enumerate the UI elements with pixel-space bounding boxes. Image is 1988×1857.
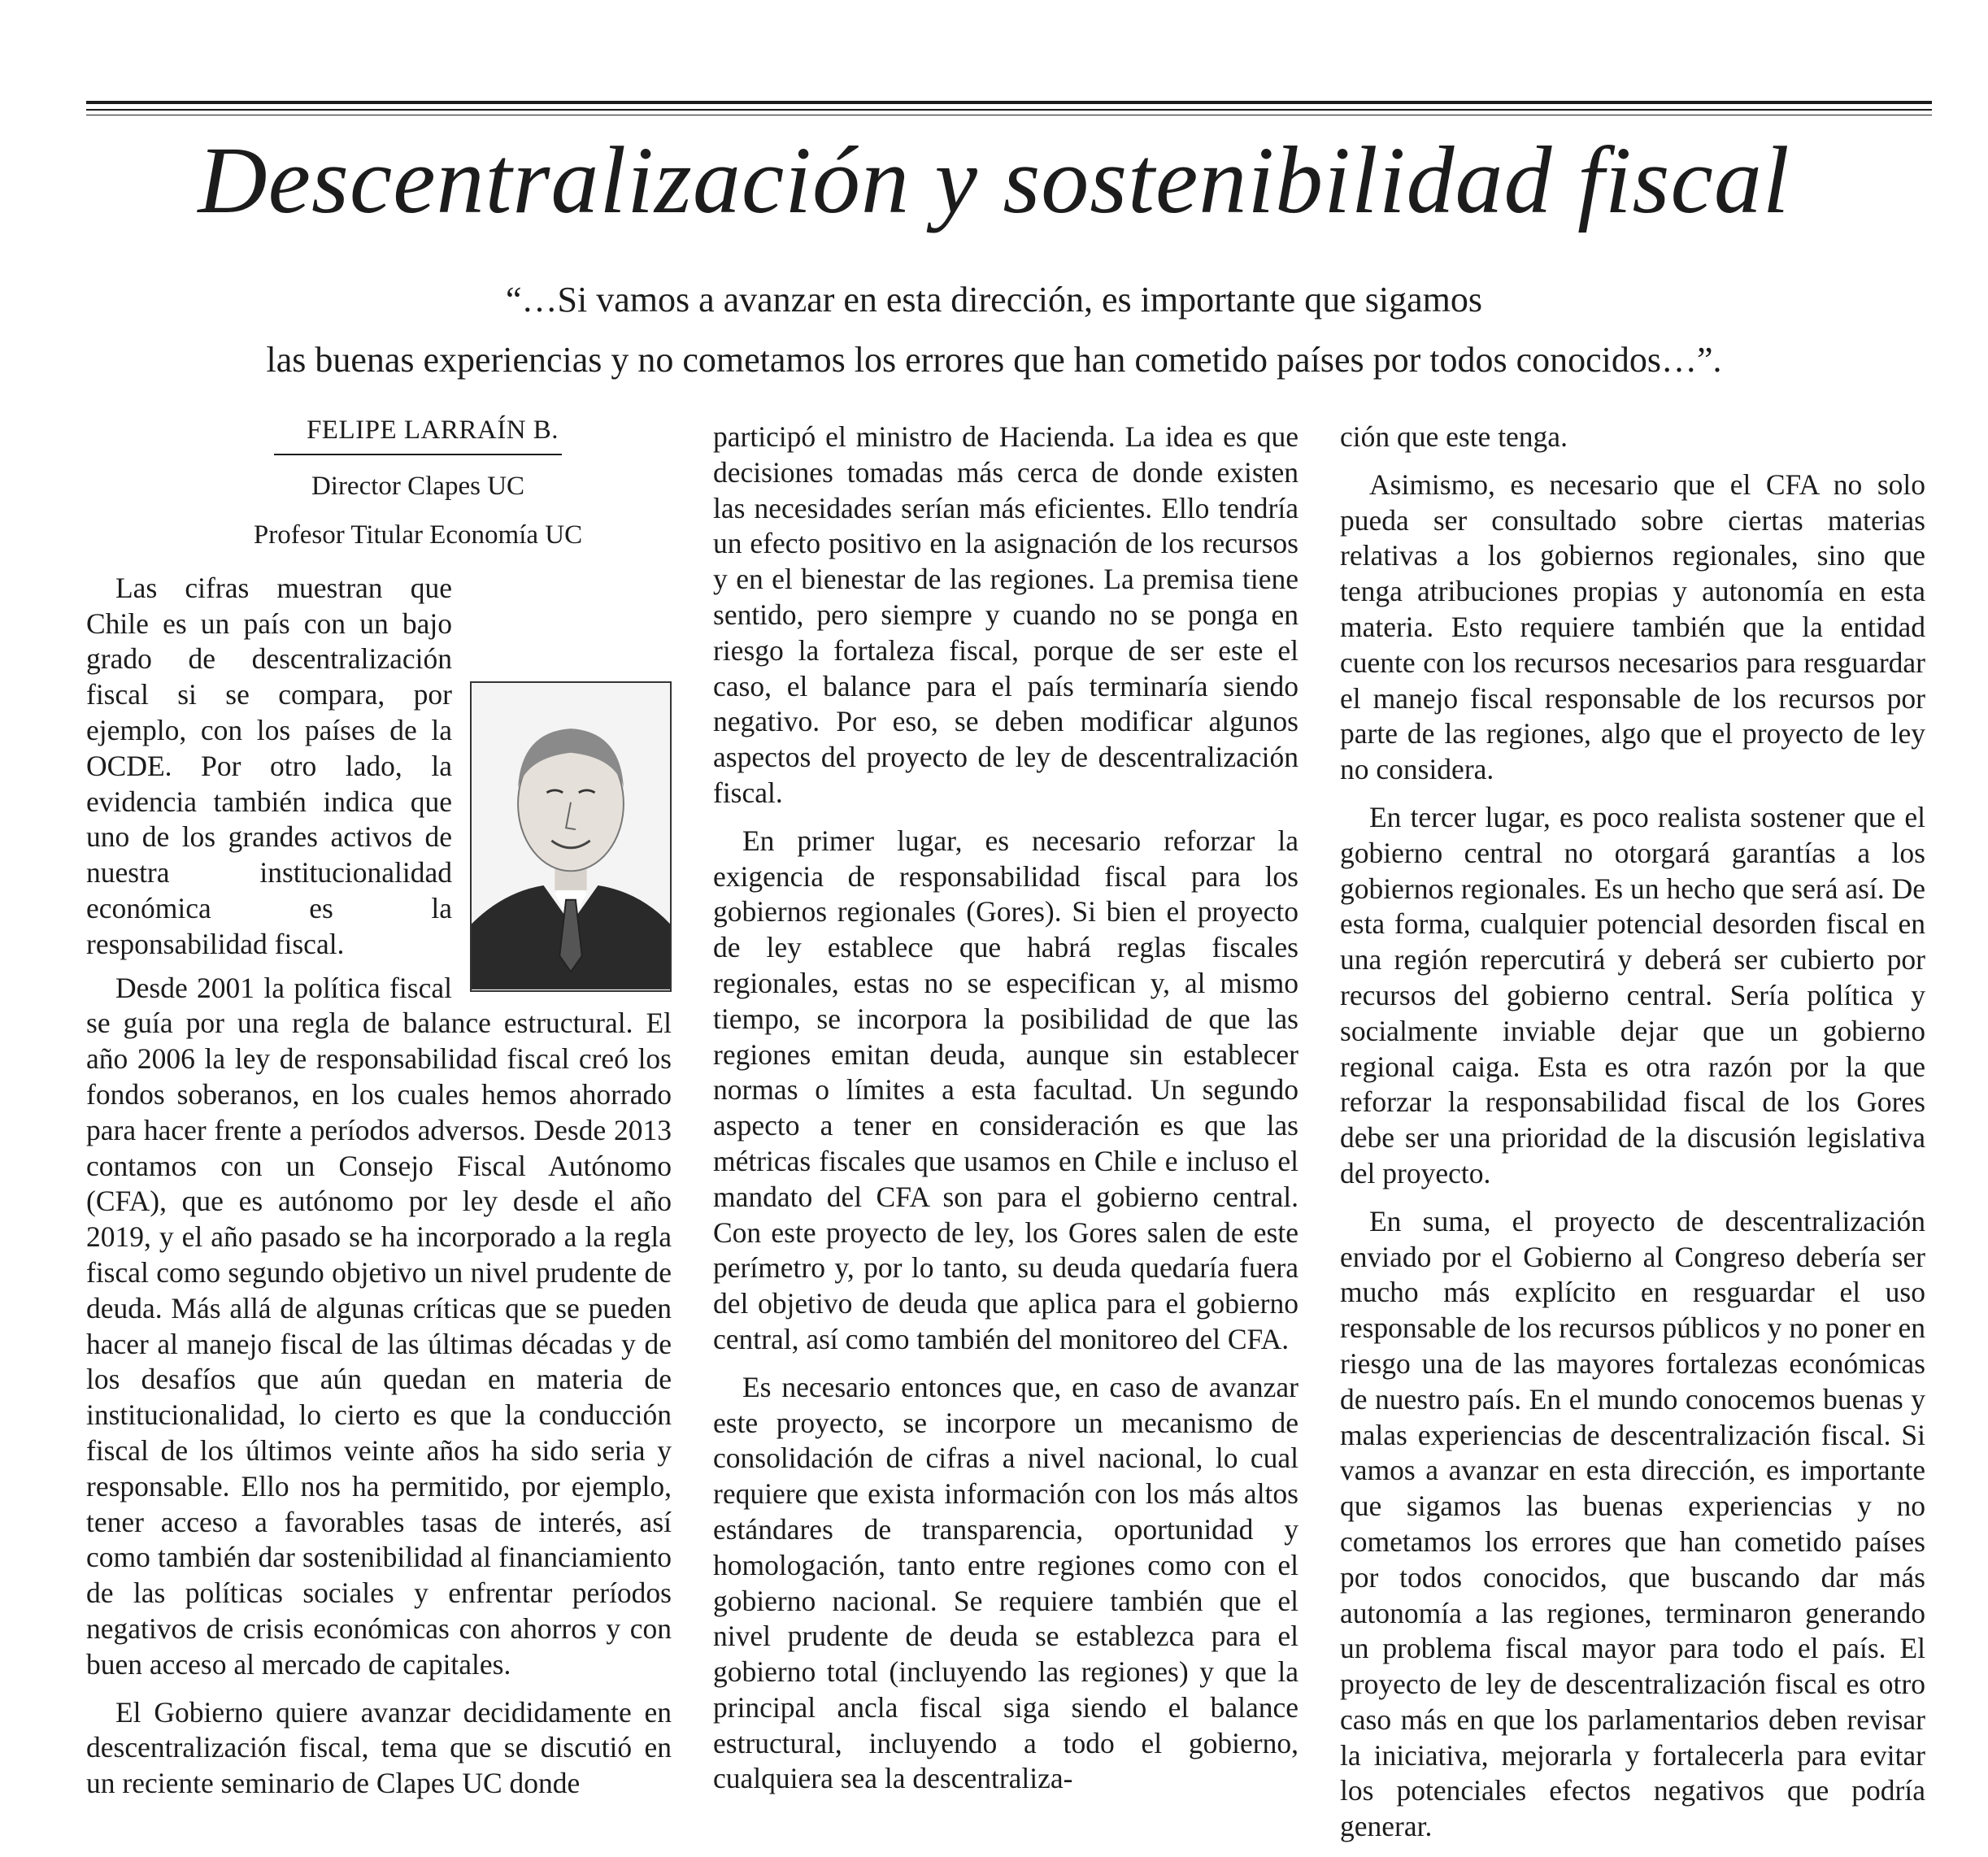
column-3 (1340, 420, 1925, 1857)
paragraph-3-continued: participó el ministro de Hacienda. La idea es que decisiones tomadas más cerca de donde existen las necesidades serían más eficientes. Ello tendría un efecto positivo en la asignación de los recursos y en el bienestar de las regiones. La premisa tiene sentido, pero siempre y cuando no se ponga en riesgo la fortaleza fiscal, porque de ser este el caso, el balance para el país terminaría siendo negativo. Por eso, se deben modificar algunos aspectos del proyecto de ley de descentralización fiscal. (713, 420, 1299, 809)
author-role-1: Director Clapes UC (311, 471, 525, 501)
paragraph-1: Las cifras muestran que Chile es un país con un bajo grado de descentralización fiscal si se compara, por ejemplo, con los países de la OCDE. Por otro lado, la evidencia también indica que uno de los grandes activos de nuestra institucionalidad económica es la responsabilidad fiscal. (86, 571, 452, 960)
paragraph-5-continued: ción que este tenga. (1340, 420, 1568, 453)
paragraph-8: En suma, el proyecto de descentralización enviado por el Gobierno al Congreso debería ser mucho más explícito en resguardar el uso responsable de los recursos públicos y no poner en riesgo una de las mayores fortalezas económicas de nuestro país. En el mundo conocemos buenas y malas experiencias de descentralización fiscal. Si vamos a avanzar en esta dirección, es importante que sigamos las buenas experiencias y no cometamos los errores que han cometido países por todos conocidos, que buscando dar más autonomía a las regiones, terminaron generando un problema fiscal mayor para todo el país. El proyecto de ley de descentralización fiscal es otro caso más en que los parlamentarios deben revisar la iniciativa, mejorarla y fortalecerla para evitar los potenciales efectos negativos que podría generar. (1340, 1204, 1925, 1843)
paragraph-6: Asimismo, es necesario que el CFA no solo pueda ser consultado sobre ciertas materias relativas a los gobiernos regionales, sino que tenga atribuciones propias y autonomía en esta materia. Esto requiere también que la entidad cuente con los recursos necesarios para resguardar el manejo fiscal responsable de los recursos por parte de las regiones, algo que el proyecto de ley no considera. (1340, 468, 1925, 786)
paragraph-5: Es necesario entonces que, en caso de avanzar este proyecto, se incorpore un mecanismo de consolidación de cifras a nivel nacional, lo cual requiere que exista información con los más altos estándares de transparencia, oportunidad y homologación, tanto entre regiones como con el gobierno nacional. Se requiere también que el nivel prudente de deuda se establezca para el gobierno total (incluyendo las regiones) y que la principal ancla fiscal siga siendo el balance estructural, incluyendo a todo el gobierno, cualquiera sea la descentraliza- (713, 1370, 1299, 1795)
pull-quote-line-1: “…Si vamos a avanzar en esta dirección, es importante que sigamos (505, 280, 1483, 320)
header-rule-thick (86, 101, 1932, 104)
portrait-illustration (472, 683, 670, 990)
pull-quote (49, 270, 1939, 390)
pull-quote-line-2: las buenas experiencias y no cometamos los errores que han cometido países por todos conocidos…”. (266, 340, 1722, 380)
paragraph-3: El Gobierno quiere avanzar decididamente en descentralización fiscal, tema que se discutió en un reciente seminario de Clapes UC donde (86, 1695, 672, 1800)
author-role-2: Profesor Titular Economía UC (253, 520, 583, 550)
paragraph-7: En tercer lugar, es poco realista sostener que el gobierno central no otorgará garantías a los gobiernos regionales. Es un hecho que será así. De esta forma, cualquier potencial desorden fiscal en una región repercutirá y deberá ser cubierto por recursos del gobierno central. Sería política y socialmente inviable dejar que un gobierno regional caiga. Esta es otra razón por la que reforzar la responsabilidad fiscal de los Gores debe ser una prioridad de la discusión legislativa del proyecto. (1340, 800, 1925, 1189)
article-title: Descentralización y sostenibilidad fiscal (198, 127, 1790, 233)
paragraph-2: Desde 2001 la política fiscal se guía por una regla de balance estructural. El año 2006 la ley de responsabilidad fiscal creó los fondos soberanos, en los cuales hemos ahorrado para hacer frente a períodos adversos. Desde 2013 contamos con un Consejo Fiscal Autónomo (CFA), que es autónomo por ley desde el año 2019, y el año pasado se ha incorporado a la regla fiscal como segundo objetivo un nivel prudente de deuda. Más allá de algunas críticas que se pueden hacer al manejo fiscal de las últimas décadas y de los desafíos que aún quedan en materia de institucionalidad, lo cierto es que la conducción fiscal de los últimos veinte años ha sido seria y responsable. Ello nos ha permitido, por ejemplo, tener acceso a favorables tasas de interés, así como también dar sostenibilidad al financiamiento de las políticas sociales y enfrentar períodos negativos de crisis económicas con ahorros y con buen acceso al mercado de capitales. (86, 971, 672, 1681)
byline (86, 411, 672, 553)
author-photo (470, 681, 672, 992)
column-1 (86, 411, 672, 1814)
paragraph-4: En primer lugar, es necesario reforzar la exigencia de responsabilidad fiscal para los gobiernos regionales (Gores). Si bien el proyecto de ley establece que habrá reglas fiscales regionales, estas no se especifican y, al mismo tiempo, se incorpora la posibilidad de que las regiones emitan deuda, aunque sin establecer normas o límites a esta facultad. Un segundo aspecto a tener en consideración es que las métricas fiscales que usamos en Chile e incluso el mandato del CFA son para el gobierno central. Con este proyecto de ley, los Gores salen de este perímetro y, por lo tanto, su deuda quedaría fuera del objetivo de deuda que aplica para el gobierno central, así como también del monitoreo del CFA. (713, 824, 1299, 1355)
header-rule-medium (86, 109, 1932, 111)
column-2 (713, 420, 1299, 1809)
author-name: FELIPE LARRAÍN B. (274, 413, 562, 455)
